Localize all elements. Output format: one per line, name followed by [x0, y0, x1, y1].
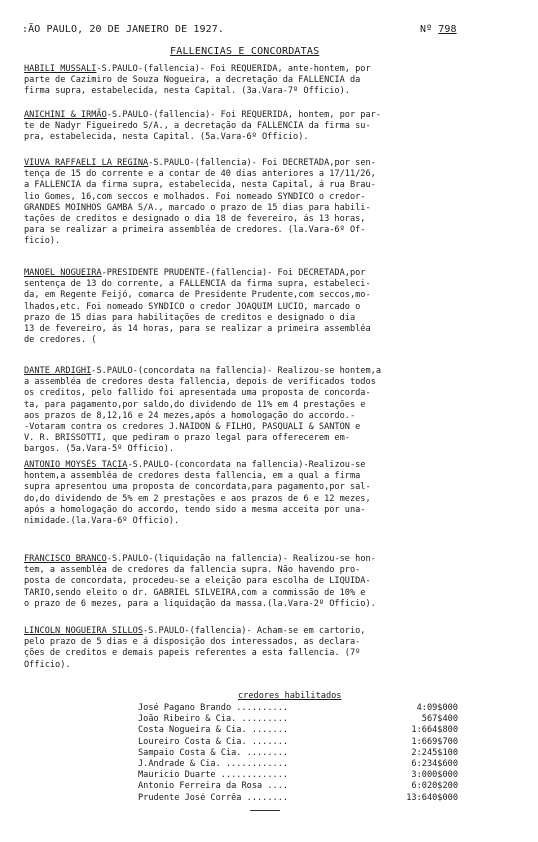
section-title: FALLENCIAS E CONCORDATAS — [170, 46, 320, 57]
creditor-name: Antonio Ferreira da Rosa .... — [138, 781, 289, 792]
creditor-name: José Pagano Brando .......... — [138, 703, 289, 713]
entry-head: HABILI MUSSALI — [24, 64, 97, 74]
entry-head: VIUVA RAFFAELI LA REGINA — [24, 158, 149, 168]
creditor-name: Sampaio Costa & Cia. ........ — [138, 747, 289, 758]
closing-rule — [250, 810, 280, 811]
entry-dante-ardighi — [24, 366, 518, 456]
entry-body: -S.PAULO-(fallencia)- Foi REQUERIDA, ante-hontem, por parte de Cazimiro de Souza Nogueira, a decretação da FALLENCIA da firma supra, estabelecida, nesta Capital. (3a.Vara-7º Officio). — [24, 64, 371, 97]
date-line: :ÃO PAULO, 20 DE JANEIRO DE 1927. — [22, 24, 224, 35]
table-row — [138, 725, 458, 736]
entry-body: -S.PAULO-(fallencia)- Foi DECRETADA,por sen- tença de 15 do corrente e a contar de 40 dias anteriores a 17/11/26, a FALLENCIA da firma supra, estabelecida, nesta Capital, á rua Brau- lio Gomes, 16,com seccos e molhados. Foi nomeado SYNDICO o credor- GRANDES MOINHOS GAMBA S/A., marcado o prazo de 15 dias para habili- tações de creditos e designado o dia 18 de fevereiro, ás 13 horas, para se realizar a primeira assembléa de credores. (la.Vara-6º Of- ficio). — [24, 158, 376, 247]
creditor-name: J.Andrade & Cia. ............ — [138, 759, 289, 770]
entry-habili-mussali — [24, 64, 518, 98]
document-header — [22, 24, 522, 38]
creditor-name: Prudente José Corrêa ........ — [138, 792, 289, 803]
creditor-amount: 2:245$100 — [411, 747, 458, 758]
creditor-name: Mauricio Duarte ............. — [138, 770, 289, 781]
entry-anichini-irmao — [24, 110, 518, 144]
entry-antonio-moyses-tacia — [24, 460, 518, 527]
creditors-table — [138, 703, 458, 804]
entry-head: FRANCISCO BRANCO — [24, 554, 107, 564]
table-row — [138, 770, 458, 781]
creditor-name: Loureiro Costa & Cia. ....... — [138, 736, 289, 747]
entry-lincoln-nogueira-sillos — [24, 626, 518, 671]
entry-body: -PRESIDENTE PRUDENTE-(fallencia)- Foi DECRETADA,por sentença de 13 do corrente, a FALLENCIA da firma supra, estabeleci- da, em Regente Feijó, comarca de Presidente Prudente,com seccos,mo- lhados,etc. Foi nomeado SYNDICO o credor JOAQUIM LUCIO, marcado o prazo de 15 dias para habilitações de creditos e designado o dia 13 de fevereiro, ás 14 horas, para se realizar a primeira assembléa de credores. ( — [24, 268, 371, 346]
creditor-amount: 1:664$800 — [411, 725, 458, 736]
entry-body: -S.PAULO-(fallencia)- Acham-se em cartorio, pelo prazo de 5 dias e á disposição dos interessados, as declara- ções de creditos e demais papeis referentes a esta fallencia. (7º Officio). — [24, 626, 366, 670]
entry-body: -S.PAULO-(fallencia)- Foi REQUERIDA, hontem, por par- te de Nadyr Figueiredo S/A., a decretação da FALLENCIA da firma su- pra, estabelecida, nesta Capital. (5a.Vara-6º Officio). — [24, 110, 382, 143]
creditor-amount: 567$400 — [421, 714, 458, 725]
creditors-title: credores habilitados — [238, 691, 342, 701]
table-row — [138, 737, 458, 748]
entry-head: LINCOLN NOGUEIRA SILLOS — [24, 626, 143, 636]
number-value: 798 — [438, 24, 457, 35]
entry-body: -S.PAULO-(concordata na fallencia)-Realizou-se hontem,a assembléa de credores desta fallencia, em a qual a firma supra apresentou uma proposta de concordata,para pagamento,por sal- do,do dividendo de 5% em 2 prestações e aos prazos de 6 e 12 mezes, após a homologação do accordo, tendo sido a mesma acceita por una- nimidade.(la.Vara-6º Officio). — [24, 460, 371, 527]
number-label: Nº — [420, 24, 433, 35]
entry-head: DANTE ARDIGHI — [24, 366, 92, 376]
entry-head: ANICHINI & IRMÃO — [24, 110, 107, 120]
creditor-amount: 13:640$000 — [406, 792, 458, 803]
creditor-amount: 6:020$200 — [411, 781, 458, 792]
entry-body: -S.PAULO-(concordata na fallencia)- Realizou-se hontem,a a assembléa de credores desta fallencia, depois de verificados todos os creditos, pelo fallido foi apresentada uma proposta de concorda- ta, para pagamento,por saldo,do dividendo de 11% em 4 prestações e aos prazos de 8,12,16 e 24 mezes,após a homologação do accordo.- -Votaram contra os credores J.NAIDON & FILHO, PASQUALI & SANTON e V. R. BRISSOTTI, que pediram o prazo legal para offerecerem em- bargos. (5a.Vara-5º Officio). — [24, 366, 382, 455]
table-row — [138, 781, 458, 792]
creditor-amount: 6:234$600 — [411, 759, 458, 770]
creditor-amount: 4:09$000 — [416, 703, 458, 713]
entry-viuva-raffaeli — [24, 158, 518, 248]
creditor-name: Costa Nogueira & Cia. ....... — [138, 725, 289, 736]
entry-body: -S.PAULO-(liquidação na fallencia)- Realizou-se hon- tem, a assembléa de credores da fallencia supra. Não havendo pro- posta de concordata, procedeu-se a eleição para escolha de LIQUIDA- TARIO,sendo eleito o dr. GABRIEL SILVEIRA,com a commissão de 10% e o prazo de 6 mezes, para a liquidação da massa.(la.Vara-2º Officio). — [24, 554, 376, 609]
document-number — [420, 24, 457, 35]
creditor-amount: 3:000$000 — [411, 770, 458, 781]
creditor-name: João Ribeiro & Cia. ......... — [138, 714, 289, 725]
table-row — [138, 793, 458, 804]
table-row — [138, 714, 458, 725]
entry-manoel-nogueira — [24, 268, 518, 346]
entry-head: ANTONIO MOYSÉS TACIA — [24, 460, 128, 470]
table-row — [138, 703, 458, 714]
entry-head: MANOEL NOGUEIRA — [24, 268, 102, 278]
entry-francisco-branco — [24, 554, 518, 610]
table-row — [138, 759, 458, 770]
creditor-amount: 1:669$700 — [411, 736, 458, 747]
table-row — [138, 748, 458, 759]
